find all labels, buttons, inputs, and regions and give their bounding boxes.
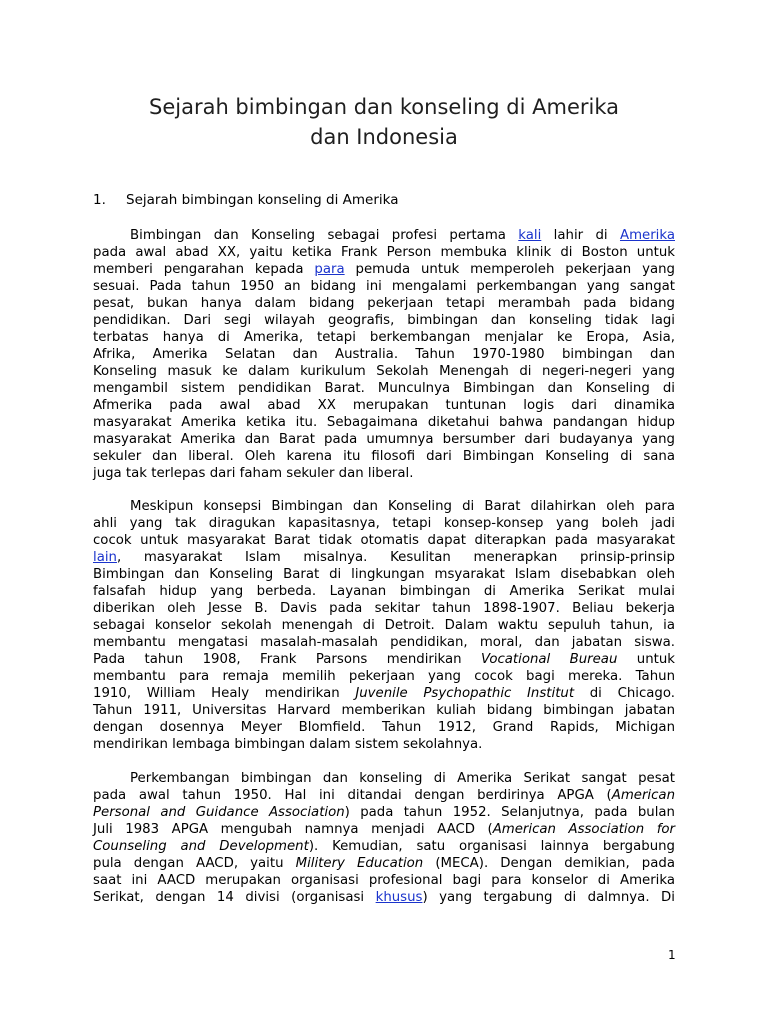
p2-line-2: ahli yang tak diragukan kapasitasnya, tetapi konsep-konsep yang boleh jadi	[93, 516, 675, 531]
p1-line-11: Afmerika pada awal abad XX merupakan tuntunan logis dari dinamika	[93, 398, 675, 413]
p2-line-10: Pada tahun 1908, Frank Parsons mendirikan Vocational Bureau untuk	[93, 652, 675, 667]
p1-line-12: masyarakat Amerika ketika itu. Sebagaimana diketahui bahwa pandangan hidup	[93, 415, 675, 430]
p2-line-4: lain, masyarakat Islam misalnya. Kesulitan menerapkan prinsip-prinsip	[93, 550, 675, 565]
p1-line-8: Afrika, Amerika Selatan dan Australia. Tahun 1970-1980 bimbingan dan	[93, 347, 675, 362]
p3-line-5: Counseling and Development). Kemudian, satu organisasi lainnya bergabung	[93, 839, 676, 854]
p2-line-5: Bimbingan dan Konseling Barat di lingkungan msyarakat Islam disebabkan oleh	[93, 567, 675, 582]
p3-line-3: Personal and Guidance Association) pada tahun 1952. Selanjutnya, pada bulan	[93, 805, 675, 820]
p2-line-11: membantu para remaja memilih pekerjaan yang cocok bagi mereka. Tahun	[93, 669, 675, 684]
p2-line-1: Meskipun konsepsi Bimbingan dan Konseling di Barat dilahirkan oleh para	[130, 499, 675, 514]
p2-line-13: Tahun 1911, Universitas Harvard memberikan kuliah bidang bimbingan jabatan	[93, 703, 675, 718]
section-number: 1.	[93, 192, 106, 208]
p3-line-8: Serikat, dengan 14 divisi (organisasi khusus) yang tergabung di dalmnya. Di	[93, 890, 675, 905]
section-heading	[93, 192, 398, 208]
title-line-1: Sejarah bimbingan dan konseling di Amerika	[148, 95, 620, 119]
p1-line-9: Konseling masuk ke dalam kurikulum Sekolah Menengah di negeri-negeri yang	[93, 364, 675, 379]
page-title	[0, 92, 768, 152]
p2-line-15: mendirikan lembaga bimbingan dalam sistem sekolahnya.	[93, 737, 483, 752]
p1-line-15: juga tak terlepas dari faham sekuler dan liberal.	[93, 466, 414, 481]
vocational-bureau-italic: Vocational Bureau	[481, 652, 618, 667]
section-heading-text: Sejarah bimbingan konseling di Amerika	[126, 192, 399, 208]
p3-line-7: saat ini AACD merupakan organisasi profesional bagi para konselor di Amerika	[93, 873, 675, 888]
p1-line-4: sesuai. Pada tahun 1950 an bidang ini mengalami perkembangan yang sangat	[93, 279, 675, 294]
link-kali[interactable]: kali	[518, 228, 542, 243]
p1-line-13: masyarakat Amerika dan Barat pada umumnya bersumber dari budayanya yang	[93, 432, 675, 447]
p2-line-7: diberikan oleh Jesse B. Davis pada sekitar tahun 1898-1907. Beliau bekerja	[93, 601, 675, 616]
p3-line-6: pula dengan AACD, yaitu Militery Education (MECA). Dengan demikian, pada	[93, 856, 675, 871]
p1-line-14: sekuler dan liberal. Oleh karena itu filosofi dari Bimbingan Konseling di sana	[93, 449, 675, 464]
juvenile-institut-italic: Juvenile Psychopathic Institut	[355, 686, 575, 701]
link-lain[interactable]: lain	[93, 550, 117, 565]
p2-line-3: cocok untuk masyarakat Barat tidak otomatis dapat diterapkan pada masyarakat	[93, 533, 675, 548]
p1-line-10: mengambil sistem pendidikan Barat. Munculnya Bimbingan dan Konseling di	[93, 381, 675, 396]
p1-line-7: terbatas hanya di Amerika, tetapi berkembangan menjalar ke Eropa, Asia,	[93, 330, 675, 345]
title-line-2: dan Indonesia	[310, 125, 458, 149]
p1-line-6: pendidikan. Dari segi wilayah geografis, bimbingan dan konseling tidak lagi	[93, 313, 675, 328]
link-para[interactable]: para	[314, 262, 345, 277]
p2-line-14: dengan dosennya Meyer Blomfield. Tahun 1912, Grand Rapids, Michigan	[93, 720, 675, 735]
p1-line-5: pesat, bukan hanya dalam bidang pekerjaan tetapi merambah pada bidang	[93, 296, 675, 311]
p1-line-3: memberi pengarahan kepada para pemuda untuk memperoleh pekerjaan yang	[93, 262, 676, 277]
paragraph-1	[93, 227, 675, 482]
p3-line-2: pada awal tahun 1950. Hal ini ditandai dengan berdirinya APGA (American	[93, 788, 675, 803]
link-khusus[interactable]: khusus	[375, 890, 423, 905]
p2-line-12: 1910, William Healy mendirikan Juvenile Psychopathic Institut di Chicago.	[93, 686, 675, 701]
p2-line-8: sebagai konselor sekolah menengah di Detroit. Dalam waktu sepuluh tahun, ia	[93, 618, 675, 633]
p3-line-4: Juli 1983 APGA mengubah namnya menjadi AACD (American Association for	[93, 822, 675, 837]
paragraph-2	[93, 498, 675, 753]
p1-line-2: pada awal abad XX, yaitu ketika Frank Person membuka klinik di Boston untuk	[93, 245, 675, 260]
p2-line-9: membantu mengatasi masalah-masalah pendidikan, moral, dan jabatan siswa.	[93, 635, 675, 650]
p1-line-1: Bimbingan dan Konseling sebagai profesi pertama kali lahir di Amerika	[130, 228, 675, 243]
page-number: 1	[668, 948, 676, 962]
p2-line-6: falsafah hidup yang berbeda. Layanan bimbingan di Amerika Serikat mulai	[93, 584, 675, 599]
p3-line-1: Perkembangan bimbingan dan konseling di Amerika Serikat sangat pesat	[130, 771, 675, 786]
paragraph-3	[93, 770, 675, 906]
link-amerika[interactable]: Amerika	[619, 228, 675, 243]
